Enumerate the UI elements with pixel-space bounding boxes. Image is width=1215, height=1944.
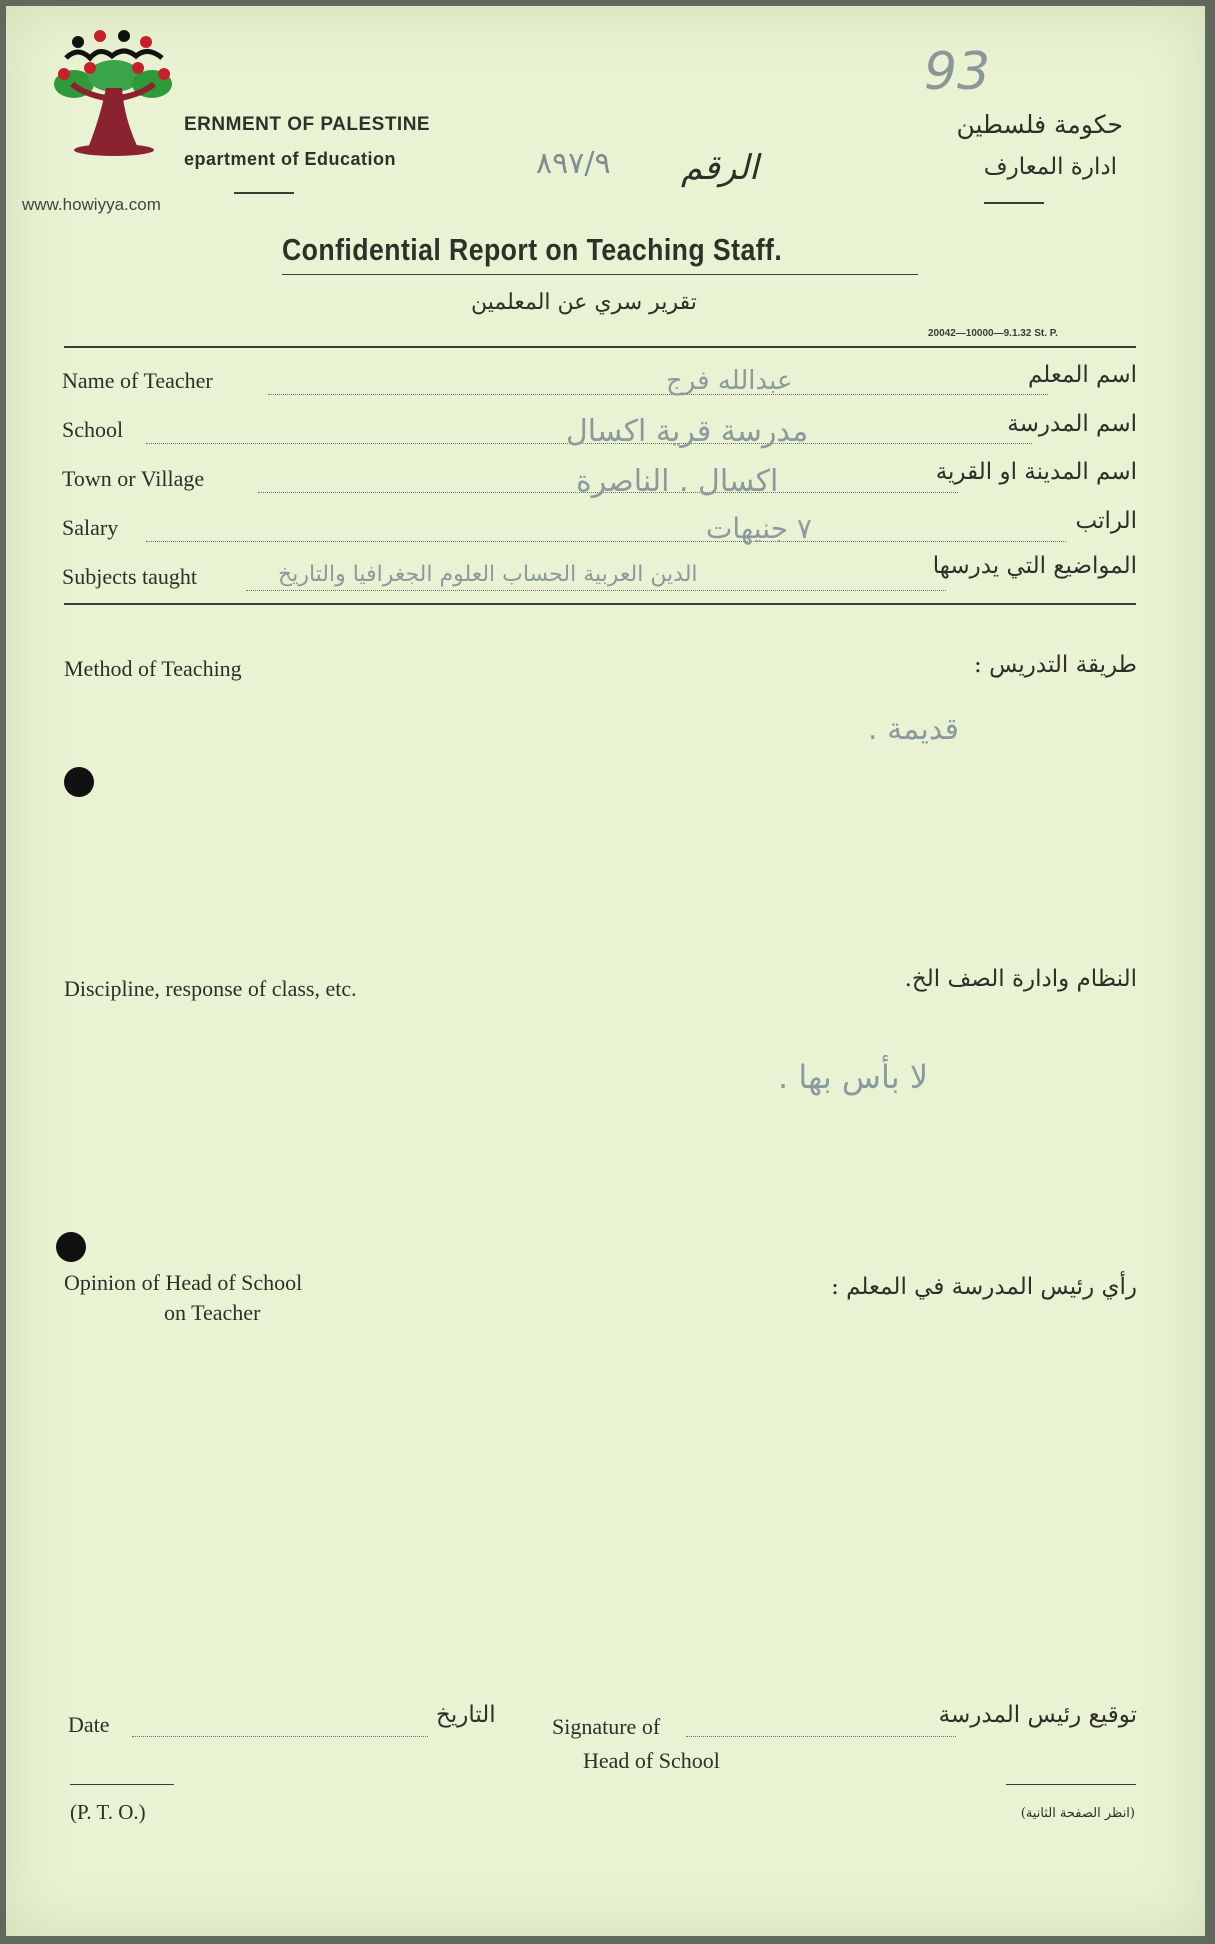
pto-rule-right	[1006, 1784, 1136, 1785]
opinion-label-ar: رأي رئيس المدرسة في المعلم :	[831, 1274, 1137, 1300]
discipline-label-ar: النظام وادارة الصف الخ.	[904, 966, 1137, 992]
field-value-subjects-handwritten: الدين العربية الحساب العلوم الجغرافيا والتاريخ	[278, 562, 698, 587]
gov-title-en: ERNMENT OF PALESTINE	[184, 114, 431, 135]
dept-title-en: epartment of Education	[184, 149, 397, 169]
field-label-town-en: Town or Village	[62, 466, 205, 491]
dept-underline-en	[234, 192, 294, 194]
field-line-name	[268, 394, 1048, 395]
pto-label-ar: (انظر الصفحة الثانية)	[1020, 1806, 1135, 1821]
date-label-ar: التاريخ	[436, 1702, 496, 1728]
field-value-town-handwritten: اكسال . الناصرة	[576, 464, 779, 499]
field-label-school-ar: اسم المدرسة	[1007, 411, 1137, 437]
punch-hole-lower	[56, 1232, 86, 1262]
pto-rule-left	[70, 1784, 174, 1785]
top-rule	[64, 346, 1136, 348]
field-line-salary	[146, 541, 1066, 542]
ref-label-ar: الرقم	[681, 148, 759, 188]
signature-label-en: Signature of	[552, 1714, 661, 1739]
field-label-subjects-en: Subjects taught	[62, 564, 198, 589]
pto-label-en: (P. T. O.)	[70, 1800, 146, 1824]
head-of-school-label: Head of School	[583, 1748, 720, 1773]
logo-url: www.howiyya.com	[22, 195, 161, 214]
signature-label-ar: توقيع رئيس المدرسة	[938, 1702, 1137, 1728]
field-label-town-ar: اسم المدينة او القرية	[935, 459, 1137, 485]
title-underline	[282, 274, 918, 275]
report-title-en: Confidential Report on Teaching Staff.	[282, 232, 783, 267]
method-label-ar: طريقة التدريس :	[974, 652, 1137, 678]
field-label-school-en: School	[62, 417, 124, 442]
report-sheet	[6, 6, 1205, 1936]
method-label-en: Method of Teaching	[64, 656, 242, 681]
ref-number-handwritten: ٨٩٧/٩	[536, 146, 611, 181]
date-line	[132, 1736, 428, 1737]
discipline-value-handwritten: لا بأس بها .	[778, 1058, 929, 1096]
date-label-en: Date	[68, 1712, 110, 1737]
field-label-salary-ar: الراتب	[1075, 508, 1137, 534]
opinion-label-en-2: on Teacher	[164, 1300, 261, 1325]
field-value-name-handwritten: عبدالله فرج	[666, 366, 793, 396]
report-title-ar: تقرير سري عن المعلمين	[471, 290, 697, 315]
page-number-handwritten: 93	[924, 42, 991, 102]
dept-title-ar: ادارة المعارف	[983, 154, 1117, 180]
field-value-salary-handwritten: ٧ جنيهات	[706, 512, 812, 545]
opinion-label-en-1: Opinion of Head of School	[64, 1270, 303, 1295]
field-label-name-ar: اسم المعلم	[1028, 362, 1137, 388]
print-code: 20042—10000—9.1.32 St. P.	[928, 328, 1058, 339]
field-label-subjects-ar: المواضيع التي يدرسها	[932, 553, 1137, 579]
punch-hole-upper	[64, 767, 94, 797]
discipline-label-en: Discipline, response of class, etc.	[64, 976, 357, 1001]
tree-logo-icon	[44, 28, 184, 188]
field-line-subjects	[246, 590, 946, 591]
field-label-name-en: Name of Teacher	[62, 368, 213, 393]
dept-underline-ar	[984, 202, 1044, 204]
method-value-handwritten: قديمة .	[868, 712, 959, 747]
field-value-school-handwritten: مدرسة قرية اكسال	[566, 414, 809, 449]
gov-title-ar: حكومة فلسطين	[956, 110, 1123, 139]
signature-line	[686, 1736, 956, 1737]
howiyya-logo	[44, 28, 184, 188]
field-label-salary-en: Salary	[62, 515, 119, 540]
fields-bottom-rule	[64, 603, 1136, 605]
